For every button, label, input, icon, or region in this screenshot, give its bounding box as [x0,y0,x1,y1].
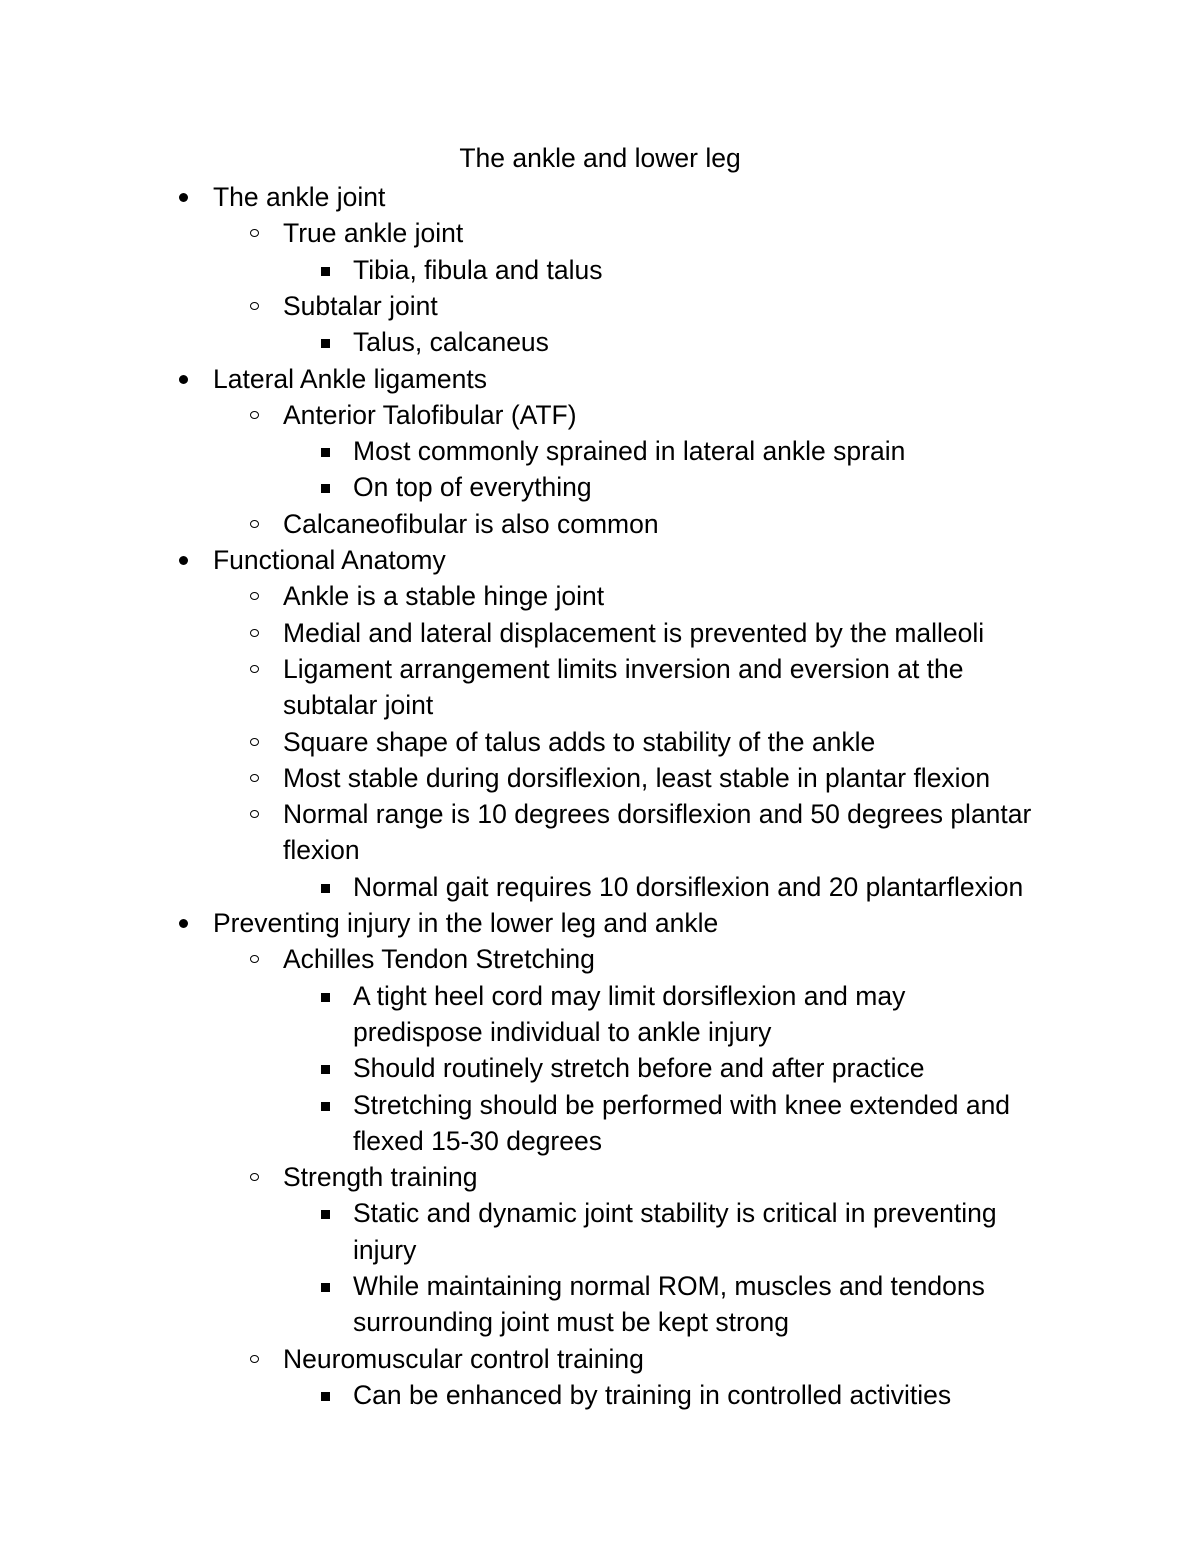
level-1-bullet-icon [176,905,196,941]
outline-item-level-2: Neuromuscular control training [283,1344,644,1374]
page-title: The ankle and lower leg [459,143,741,173]
level-2-bullet-icon [248,1341,268,1377]
outline-item-level-3: While maintaining normal ROM, muscles and tendons [353,1271,985,1301]
level-3-bullet-icon [318,1268,338,1304]
level-3-bullet-icon [318,324,338,360]
level-3-bullet-icon [318,978,338,1014]
level-2-bullet-icon [248,615,268,651]
level-3-bullet-icon [318,1050,338,1086]
outline-item-level-2: Ankle is a stable hinge joint [283,581,605,611]
outline-item-level-2: True ankle joint [283,218,464,248]
outline-item-level-1: Functional Anatomy [213,545,446,575]
outline-item-level-2: Subtalar joint [283,291,438,321]
outline-item-level-2: Medial and lateral displacement is prevented by the malleoli [283,618,985,648]
outline-item-level-1: Lateral Ankle ligaments [213,364,487,394]
level-3-bullet-icon [318,469,338,505]
level-3-bullet-icon [318,252,338,288]
outline-item-level-3: Normal gait requires 10 dorsiflexion and 20 plantarflexion [353,872,1024,902]
outline-item-level-2: Strength training [283,1162,478,1192]
outline-item-level-3: On top of everything [353,472,592,502]
outline-item-continuation: predispose individual to ankle injury [353,1017,772,1047]
level-1-bullet-icon [176,361,196,397]
outline-item-level-3: Should routinely stretch before and after practice [353,1053,925,1083]
level-2-bullet-icon [248,506,268,542]
outline-item-continuation: injury [353,1235,417,1265]
outline-item-level-2: Calcaneofibular is also common [283,509,659,539]
level-2-bullet-icon [248,760,268,796]
outline-item-level-2: Anterior Talofibular (ATF) [283,400,577,430]
outline-item-level-2: Square shape of talus adds to stability of the ankle [283,727,876,757]
outline-item-continuation: flexed 15-30 degrees [353,1126,602,1156]
outline-item-level-3: Most commonly sprained in lateral ankle sprain [353,436,906,466]
outline-item-level-1: The ankle joint [213,182,386,212]
level-1-bullet-icon [176,179,196,215]
outline-item-level-3: Talus, calcaneus [353,327,549,357]
level-2-bullet-icon [248,578,268,614]
outline-item-level-2: Achilles Tendon Stretching [283,944,595,974]
outline-item-level-2: Normal range is 10 degrees dorsiflexion and 50 degrees plantar [283,799,1032,829]
level-2-bullet-icon [248,215,268,251]
outline-item-level-3: A tight heel cord may limit dorsiflexion and may [353,981,906,1011]
level-1-bullet-icon [176,542,196,578]
level-3-bullet-icon [318,869,338,905]
outline-item-continuation: subtalar joint [283,690,434,720]
outline-item-continuation: surrounding joint must be kept strong [353,1307,790,1337]
outline-item-continuation: flexion [283,835,360,865]
level-2-bullet-icon [248,724,268,760]
level-2-bullet-icon [248,796,268,832]
level-2-bullet-icon [248,651,268,687]
level-2-bullet-icon [248,397,268,433]
outline-item-level-1: Preventing injury in the lower leg and ankle [213,908,719,938]
level-3-bullet-icon [318,1087,338,1123]
level-3-bullet-icon [318,1195,338,1231]
level-3-bullet-icon [318,1377,338,1413]
level-2-bullet-icon [248,941,268,977]
outline-item-level-2: Ligament arrangement limits inversion and eversion at the [283,654,964,684]
level-2-bullet-icon [248,288,268,324]
outline-item-level-3: Static and dynamic joint stability is critical in preventing [353,1198,997,1228]
outline-item-level-3: Tibia, fibula and talus [353,255,603,285]
outline-item-level-3: Stretching should be performed with knee extended and [353,1090,1011,1120]
outline-item-level-2: Most stable during dorsiflexion, least stable in plantar flexion [283,763,991,793]
level-2-bullet-icon [248,1159,268,1195]
outline-item-level-3: Can be enhanced by training in controlled activities [353,1380,952,1410]
level-3-bullet-icon [318,433,338,469]
